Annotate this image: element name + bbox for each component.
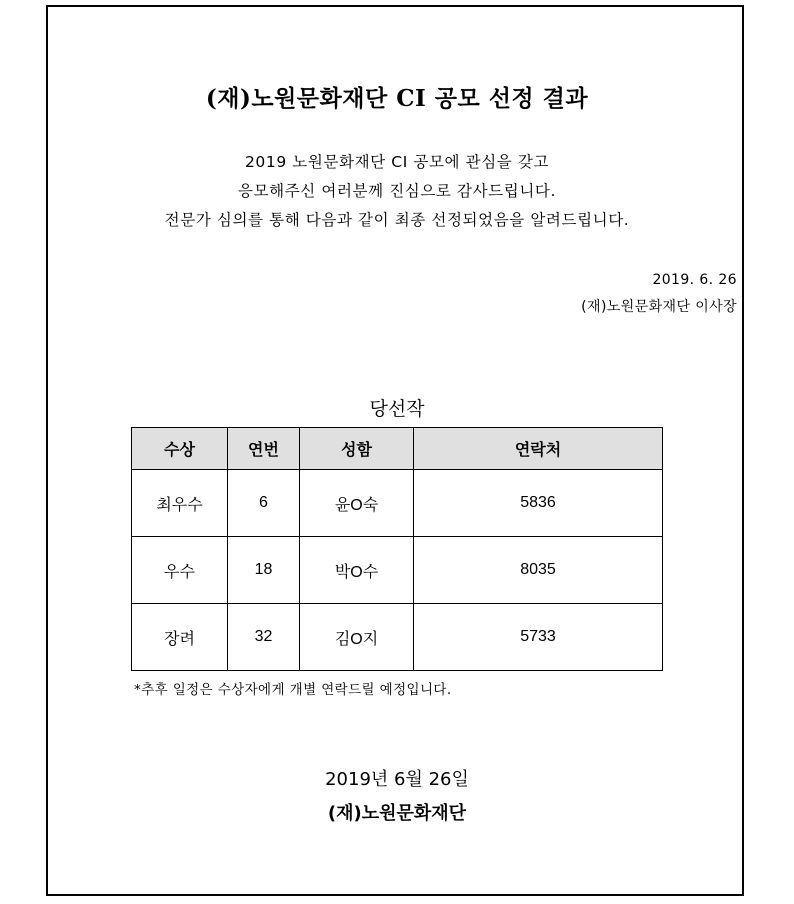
cell-number: 6 <box>228 470 300 537</box>
document-title: (재)노원문화재단 CI 공모 선정 결과 <box>205 85 589 112</box>
table-caption: 당선작 <box>369 398 425 420</box>
table-row <box>132 537 663 604</box>
intro-paragraph <box>0 148 794 235</box>
cell-award: 장려 <box>132 604 228 671</box>
footnote: *추후 일정은 수상자에게 개별 연락드릴 예정입니다. <box>134 682 452 698</box>
header-award: 수상 <box>132 428 228 470</box>
table-header-row <box>132 428 663 470</box>
intro-line: 2019 노원문화재단 CI 공모에 관심을 갖고 <box>244 153 550 171</box>
intro-line: 전문가 심의를 통해 다음과 같이 최종 선정되었음을 알려드립니다. <box>164 211 630 229</box>
header-name: 성함 <box>300 428 414 470</box>
header-contact: 연락처 <box>414 428 663 470</box>
cell-name: 윤O숙 <box>300 470 414 537</box>
cell-contact: 5733 <box>414 604 663 671</box>
table-row <box>132 470 663 537</box>
notice-signer: (재)노원문화재단 이사장 <box>581 299 737 315</box>
cell-award: 우수 <box>132 537 228 604</box>
cell-name: 박O수 <box>300 537 414 604</box>
notice-date: 2019. 6. 26 <box>652 272 737 288</box>
cell-contact: 8035 <box>414 537 663 604</box>
footer-date: 2019년 6월 26일 <box>325 769 469 790</box>
header-number: 연번 <box>228 428 300 470</box>
cell-number: 32 <box>228 604 300 671</box>
cell-award: 최우수 <box>132 470 228 537</box>
notice-signature-block <box>581 267 737 321</box>
cell-number: 18 <box>228 537 300 604</box>
intro-line: 응모해주신 여러분께 진심으로 감사드립니다. <box>238 182 556 200</box>
cell-name: 김O지 <box>300 604 414 671</box>
table-row <box>132 604 663 671</box>
cell-contact: 5836 <box>414 470 663 537</box>
footer-organization: (재)노원문화재단 <box>327 803 467 824</box>
results-table <box>131 427 663 671</box>
